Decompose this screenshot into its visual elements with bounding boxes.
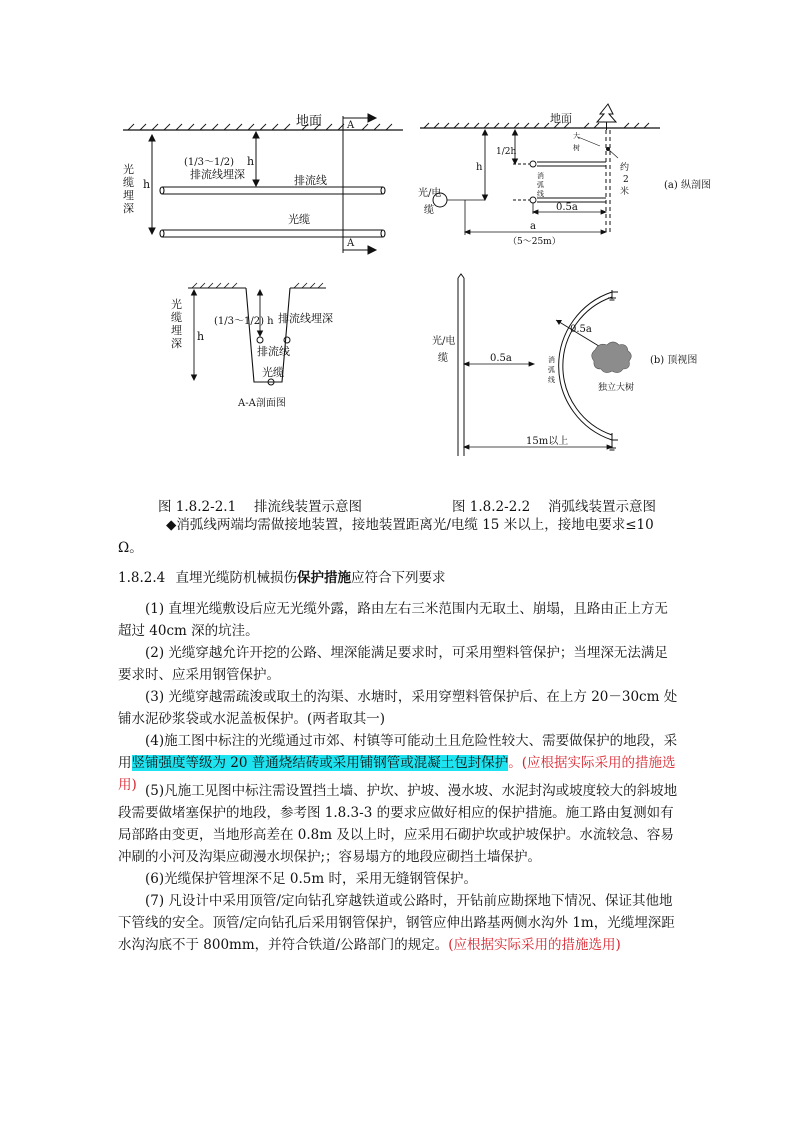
cable: [160, 230, 385, 237]
cable-depth-char: 光: [123, 163, 134, 176]
item-4-note: 。(应根据实际采用的措施选用): [118, 755, 676, 793]
depth-h: h: [197, 330, 205, 343]
fig3-caption: A-A剖面图: [238, 398, 286, 409]
ground-label: 地面: [296, 114, 323, 129]
section-label-top: A: [347, 120, 355, 131]
depth-half-h: 1/2h: [496, 147, 517, 157]
item-7: [118, 890, 678, 956]
depth-h2: h: [143, 178, 151, 191]
dim-range: （5～25m）: [508, 237, 561, 247]
arc-char: 弧: [548, 366, 555, 374]
dim-05a: 0.5a: [490, 353, 512, 364]
item-6: (6)光缆保护管埋深不足 0.5m 时，采用无缝钢管保护。: [145, 871, 477, 887]
depth-h: h: [476, 162, 483, 173]
tree-char: 大: [573, 132, 580, 140]
cable-char: 缆: [424, 205, 434, 216]
drain-line-label: 排流线: [257, 345, 290, 358]
section-title-post: 应符合下列要求: [351, 570, 446, 586]
figure-aa-section: [168, 280, 333, 410]
dist-char: 2: [623, 175, 629, 185]
item-4-highlight: 竖铺强度等级为 20 普通烧结砖或采用铺钢管或混凝土包封保护: [131, 755, 509, 771]
figure-caption-right: 图 1.8.2-2.2 消弧线装置示意图: [452, 499, 656, 515]
dim-a: a: [530, 221, 536, 232]
ground-line: [188, 283, 326, 288]
cable-label: 光缆: [262, 366, 284, 379]
cable-depth-char: 缆: [123, 176, 134, 189]
arc-line: [513, 161, 606, 203]
cable-depth-char: 光: [171, 298, 182, 311]
section-label-bottom: A: [347, 238, 355, 249]
depth-ratio: (1/3～1/2): [184, 157, 234, 168]
cable-label: 光缆: [288, 213, 310, 226]
figure-arc-line-profile: [420, 100, 720, 250]
depth-ratio: (1/3～1/2) h: [214, 316, 274, 327]
section-heading: [118, 566, 446, 586]
dim-05a-radius: 0.5a: [570, 324, 592, 335]
section-marker: [343, 114, 376, 254]
cable-char: 缆: [438, 353, 448, 364]
arc-char: 线: [537, 190, 544, 198]
cable-depth-char: 埋: [171, 324, 182, 337]
item-1: (1) 直埋光缆敷设后应无光缆外露，路由左右三米范围内无取土、崩塌，且路由正上方无超过 40cm 深的坑洼。: [118, 601, 668, 639]
drain-depth-label: 排流线埋深: [190, 168, 245, 181]
section-title-bold: 保护措施: [297, 570, 352, 586]
tree-canopy-icon: [592, 342, 632, 373]
section-title-pre: 直埋光缆防机械损伤: [175, 570, 298, 586]
cable-depth-char: 缆: [171, 311, 182, 324]
note-line-1: ◆消弧线两端均需做接地装置，接地装置距离光/电缆 15 米以上，接地电要求≤10: [166, 517, 654, 533]
tree-char: 树: [573, 144, 580, 152]
dim-15m: 15m以上: [526, 436, 569, 447]
item-4-text: (4)施工图中标注的光缆通过市郊、村镇等可能动土且危险性较大、需要做保护的地段，采用: [118, 733, 678, 771]
note-line-2: Ω。: [118, 540, 143, 556]
arc-char: 弧: [537, 181, 544, 189]
fig2-caption: (a) 纵剖图: [664, 180, 711, 191]
figure-arc-line-topview: [432, 272, 700, 464]
cable-strip: [458, 274, 464, 456]
item-3: (3) 光缆穿越需疏浚或取土的沟渠、水塘时，采用穿塑料管保护后、在上方 20－30cm 处铺水泥砂浆袋或水泥盖板保护。(两者取其一): [118, 689, 678, 727]
drain-line: [160, 187, 385, 194]
drain-line-label: 排流线: [294, 174, 327, 187]
ground-label: 地面: [550, 112, 572, 125]
item-7-note: (应根据实际采用的措施选用): [448, 937, 621, 953]
drain-depth-label: 排流线埋深: [278, 312, 333, 325]
dist-char: 约: [620, 163, 630, 173]
item-2: (2) 光缆穿越允许开挖的公路、埋深能满足要求时，可采用塑料管保护；当埋深无法满足要求时、应采用钢管保护。: [118, 645, 668, 683]
arc-char: 消: [548, 356, 555, 364]
cable-depth-char: 深: [123, 202, 134, 215]
figure-caption-left: 图 1.8.2-2.1 排流线装置示意图: [158, 499, 362, 515]
fig4-caption: (b) 顶视图: [650, 355, 698, 366]
ground-line: [420, 123, 660, 128]
arc-char: 消: [537, 172, 544, 180]
cable-char: 光/电: [418, 188, 442, 199]
cable-depth-char: 深: [171, 337, 182, 350]
ground-line: [123, 124, 403, 130]
tree-icon: [597, 104, 616, 130]
arc-char: 线: [548, 376, 555, 384]
tree-label: 独立大树: [598, 383, 635, 393]
section-number: 1.8.2.4: [118, 570, 166, 586]
item-5: (5)凡施工见图中标注需设置挡土墙、护坎、护坡、漫水坡、水泥封沟或坡度较大的斜坡地段需要做堵塞保护的地段，参考图 1.8.3-3 的要求应做好相应的保护措施。施工路由复测如有局部路由变更，当地形高差在 0.8m 及以上时，应采用石砌护坎或护坡保护。水流较急、容易冲刷的小河及沟渠应砌漫水坝保护;；容易塌方的地段应砌挡土墙保护。: [118, 783, 678, 865]
dim-05a: 0.5a: [556, 202, 578, 213]
cable-char: 光/电: [432, 336, 456, 347]
figure-drain-line-profile: [118, 108, 408, 258]
depth-h1: h: [247, 155, 255, 168]
cable-depth-char: 埋: [123, 189, 134, 202]
dist-char: 米: [620, 187, 630, 197]
item-7-text: (7) 凡设计中采用顶管/定向钻孔穿越铁道或公路时，开钻前应勘探地下情况、保证其他地下管线的安全。顶管/定向钻孔后采用钢管保护，钢管应伸出路基两侧水沟外 1m，光缆埋深距水沟沟底不于 800mm，并符合铁道/公路部门的规定。: [118, 893, 675, 953]
